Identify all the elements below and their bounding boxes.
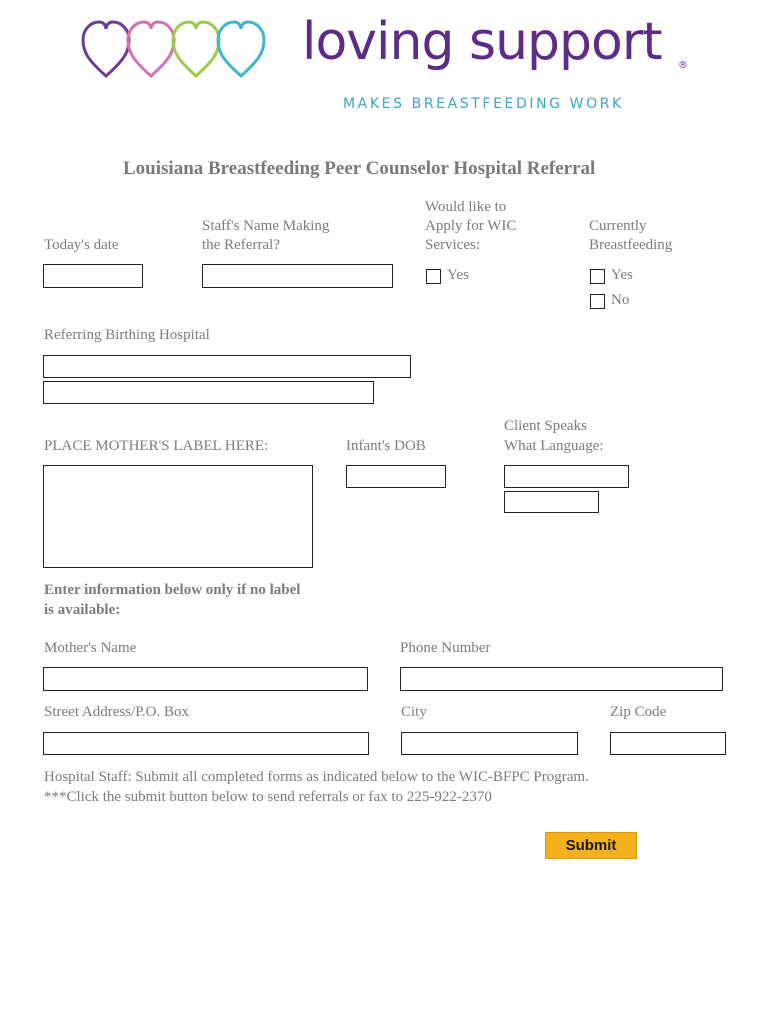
wic-label-line3: Services: [425,237,480,253]
instructions-line1: Hospital Staff: Submit all completed forms as indicated below to the WIC-BFPC Program. [44,769,589,785]
no-label-note-line1: Enter information below only if no label [44,582,301,598]
breastfeeding-no-checkbox[interactable] [590,294,605,309]
submit-button[interactable]: Submit [545,832,637,859]
language-label-line2: What Language: [504,438,604,454]
zip-input[interactable] [610,732,726,755]
city-label: City [401,704,427,720]
wic-yes-checkbox[interactable] [426,269,441,284]
no-label-note-line2: is available: [44,602,121,618]
breastfeeding-no-label: No [611,292,630,308]
language-input-line1[interactable] [504,465,629,488]
breastfeeding-label-line2: Breastfeeding [589,237,673,253]
hearts-logo-icon [80,18,272,80]
mother-label-area[interactable] [43,465,313,568]
staff-name-label-line1: Staff's Name Making [202,218,330,234]
infant-dob-input[interactable] [346,465,446,488]
city-input[interactable] [401,732,578,755]
street-label: Street Address/P.O. Box [44,704,190,720]
staff-name-label-line2: the Referral? [202,237,280,253]
wic-label-line1: Would like to [425,199,507,215]
hospital-label: Referring Birthing Hospital [44,327,210,343]
breastfeeding-yes-label: Yes [611,267,633,283]
mother-label-area-label: PLACE MOTHER'S LABEL HERE: [44,438,269,454]
staff-name-input[interactable] [202,264,393,288]
breastfeeding-label-line1: Currently [589,218,647,234]
language-label-line1: Client Speaks [504,418,587,434]
registered-mark: ® [678,60,688,71]
zip-label: Zip Code [610,704,667,720]
hospital-input-line2[interactable] [43,381,374,404]
mothers-name-input[interactable] [43,667,368,691]
brand-name: loving support [302,12,662,72]
wic-label-line2: Apply for WIC [425,218,517,234]
phone-label: Phone Number [400,640,491,656]
wic-yes-label: Yes [447,267,469,283]
phone-input[interactable] [400,667,723,691]
hospital-input-line1[interactable] [43,355,411,378]
todays-date-input[interactable] [43,264,143,288]
breastfeeding-yes-checkbox[interactable] [590,269,605,284]
todays-date-label: Today's date [44,237,119,253]
infant-dob-label: Infant's DOB [346,438,426,454]
form-title: Louisiana Breastfeeding Peer Counselor Hospital Referral [123,158,596,179]
language-input-line2[interactable] [504,491,599,513]
instructions-line2: ***Click the submit button below to send referrals or fax to 225-922-2370 [44,789,492,805]
street-input[interactable] [43,732,369,755]
brand-tagline: MAKES BREASTFEEDING WORK [343,96,624,112]
mothers-name-label: Mother's Name [44,640,137,656]
